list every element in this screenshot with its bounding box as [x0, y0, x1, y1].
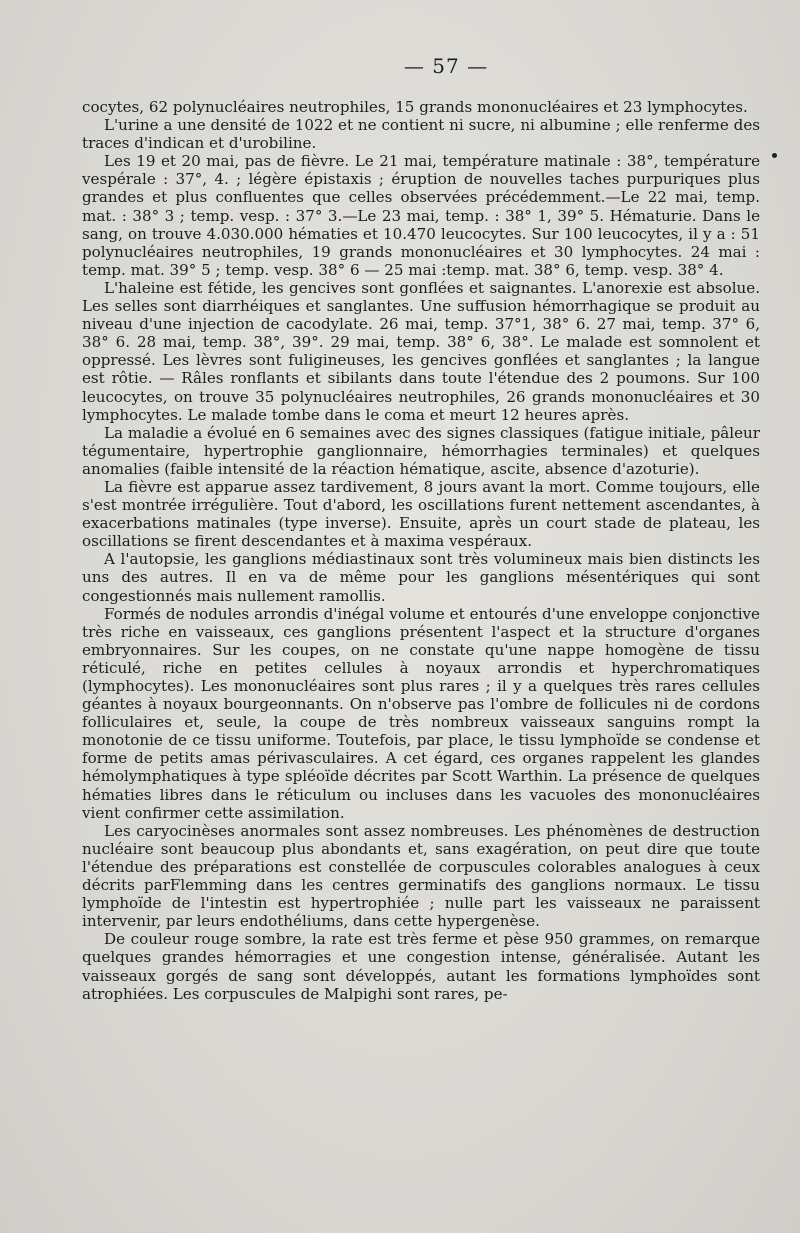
paragraph: L'haleine est fétide, les gencives sont gonflées et saignantes. L'anorexie est absolue. Les selles sont diarrhéiques et sanglantes. Une suffusion hémorrhagique se produit au niveau d'une injection de cacodylate. 26 mai, temp. 37°1, 38° 6. 27 mai, temp. 37° 6, 38° 6. 28 mai, temp. 38°, 39°. 29 mai, temp. 38° 6, 38°. Le malade est somnolent et oppressé. Les lèvres sont fuligineuses, les gencives gonflées et sanglantes ; la langue est rôtie. — Râles ronflants et sibilants dans toute l'étendue des 2 poumons. Sur 100 leucocytes, on trouve 35 polynucléaires neutrophiles, 26 grands mononucléaires et 30 lymphocytes. Le malade tombe dans le coma et meurt 12 heures après.	[82, 278, 760, 424]
paragraph: Formés de nodules arrondis d'inégal volume et entourés d'une enveloppe conjonctive très riche en vaisseaux, ces ganglions présentent l'aspect et la structure d'organes embryonnaires. Sur les coupes, on ne constate qu'une nappe homogène de tissu réticulé, riche en petites cellules à noyaux arrondis et hyperchromatiques (lymphocytes). Les mononucléaires sont plus rares ; il y a quelques très rares cellules géantes à noyaux bourgeonnants. On n'observe pas l'ombre de follicules ni de cordons folliculaires et, seule, la coupe de très nombreux vaisseaux sanguins rompt la monotonie de ce tissu uniforme. Toutefois, par place, le tissu lymphoïde se condense et forme de petits amas périvasculaires. A cet égard, ces organes rappelent les glandes hémolymphatiques à type spléoïde décrites par Scott Warthin. La présence de quelques hématies libres dans le réticulum ou incluses dans les vacuoles des mononucléaires vient confirmer cette assimilation.	[82, 604, 760, 822]
margin-dot-mark	[772, 153, 777, 158]
page-number: — 57 —	[403, 54, 489, 78]
paragraph: De couleur rouge sombre, la rate est très ferme et pèse 950 grammes, on remarque quelques grandes hémorragies et une congestion intense, généralisée. Autant les vaisseaux gorgés de sang sont développés, autant les formations lymphoïdes sont atrophiées. Les corpuscules de Malpighi sont rares, pe-	[82, 930, 760, 1003]
paragraph: La fièvre est apparue assez tardivement, 8 jours avant la mort. Comme toujours, elle s'est montrée irrégulière. Tout d'abord, les oscillations furent nettement ascendantes, à exacerbations matinales (type inverse). Ensuite, après un court stade de plateau, les oscillations se firent descendantes et à maxima vespéraux.	[82, 477, 760, 551]
paragraph: Les 19 et 20 mai, pas de fièvre. Le 21 mai, température matinale : 38°, température vespérale : 37°, 4. ; légère épistaxis ; éruption de nouvelles taches purpuriques plus grandes et plus confluentes que celles observées précédemment.—Le 22 mai, temp. mat. : 38° 3 ; temp. vesp. : 37° 3.—Le 23 mai, temp. : 38° 1, 39° 5. Hématurie. Dans le sang, on trouve 4.030.000 hématies et 10.470 leucocytes. Sur 100 leucocytes, il y a : 51 polynucléaires neutrophiles, 19 grands mononucléaires et 30 lymphocytes. 24 mai : temp. mat. 39° 5 ; temp. vesp. 38° 6 — 25 mai :temp. mat. 38° 6, temp. vesp. 38° 4.	[82, 152, 760, 279]
body-text	[82, 98, 760, 1003]
paragraph: cocytes, 62 polynucléaires neutrophiles, 15 grands mononucléaires et 23 lymphocytes.	[82, 98, 748, 116]
paragraph: La maladie a évolué en 6 semaines avec des signes classiques (fatigue initiale, pâleur tégumentaire, hypertrophie ganglionnaire, hémorrhagies terminales) et quelques anomalies (faible intensité de la réaction hématique, ascite, absence d'azoturie).	[82, 423, 760, 478]
paragraph: A l'autopsie, les ganglions médiastinaux sont très volumineux mais bien distincts les uns des autres. Il en va de même pour les ganglions mésentériques qui sont congestionnés mais nullement ramollis.	[82, 550, 760, 605]
paragraph: Les caryocinèses anormales sont assez nombreuses. Les phénomènes de destruction nucléaire sont beaucoup plus abondants et, sans exagération, on peut dire que toute l'étendue des préparations est constellée de corpuscules colorables analogues à ceux décrits parFlemming dans les centres germinatifs des ganglions normaux. Le tissu lymphoïde de l'intestin est hypertrophiée ; nulle part les vaisseaux ne paraissent intervenir, par leurs endothéliums, dans cette hypergenèse.	[82, 821, 760, 931]
paragraph: L'urine a une densité de 1022 et ne contient ni sucre, ni albumine ; elle renferme des traces d'indican et d'urobiline.	[82, 116, 760, 153]
